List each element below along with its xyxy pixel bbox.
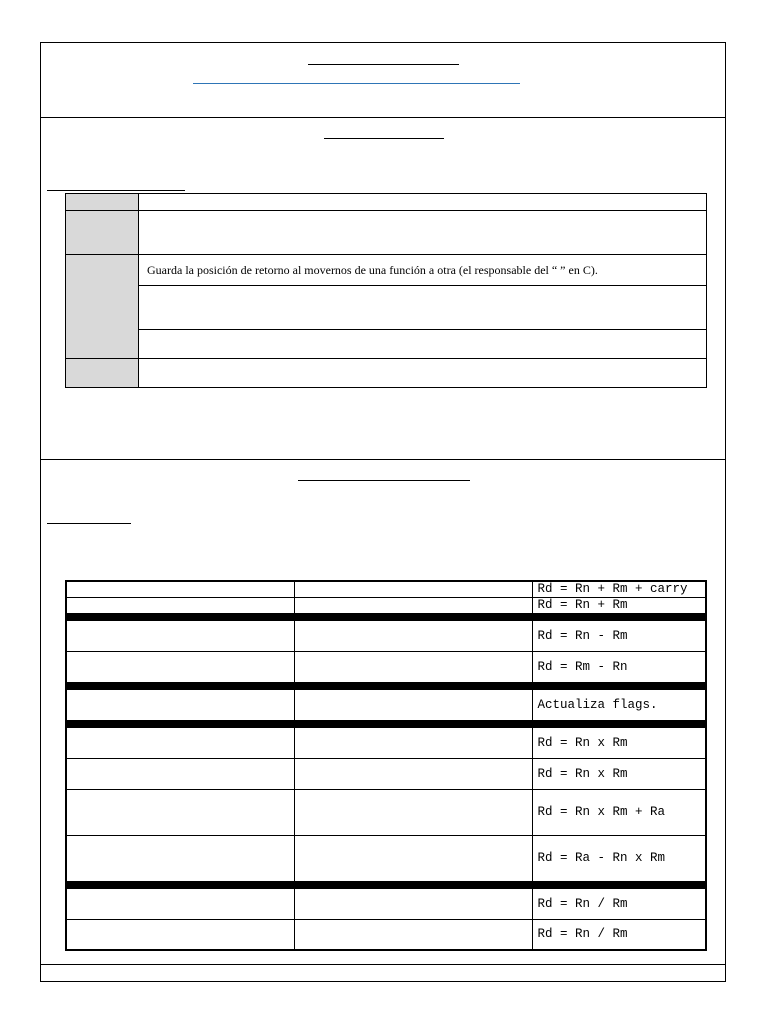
register-name-cell xyxy=(66,359,139,388)
table-row xyxy=(66,835,706,881)
instruction-cell xyxy=(294,727,532,758)
instruction-cell xyxy=(294,789,532,835)
instruction-cell xyxy=(66,620,294,651)
register-description-cell xyxy=(139,359,707,388)
register-description-cell xyxy=(139,330,707,359)
registers-table xyxy=(65,193,707,388)
instruction-cell xyxy=(294,888,532,919)
instruction-operation: Rd = Rn + Rm xyxy=(532,597,706,613)
table-row xyxy=(66,727,706,758)
table-row xyxy=(66,888,706,919)
instruction-operation: Rd = Rn / Rm xyxy=(532,919,706,950)
instruction-operation: Rd = Rn x Rm xyxy=(532,727,706,758)
table-row xyxy=(66,255,707,286)
table-row xyxy=(66,758,706,789)
table-row xyxy=(66,620,706,651)
instruction-operation: Rd = Rn / Rm xyxy=(532,888,706,919)
instruction-operation: Actualiza flags. xyxy=(532,689,706,720)
register-description-cell xyxy=(139,286,707,330)
register-description-cell xyxy=(139,194,707,211)
register-name-cell xyxy=(66,211,139,255)
instruction-cell xyxy=(66,727,294,758)
instruction-cell xyxy=(294,651,532,682)
register-description-cell xyxy=(139,211,707,255)
instructions-subtitle-underline xyxy=(47,523,131,524)
group-separator xyxy=(66,682,706,689)
header-link-underline xyxy=(193,83,520,84)
footer-divider xyxy=(40,964,726,965)
table-row xyxy=(66,651,706,682)
instruction-cell xyxy=(66,888,294,919)
table-row xyxy=(66,689,706,720)
instructions-table xyxy=(65,580,707,951)
instruction-cell xyxy=(66,919,294,950)
instruction-operation: Rd = Rm - Rn xyxy=(532,651,706,682)
header-divider xyxy=(40,117,726,118)
instruction-cell xyxy=(294,758,532,789)
group-separator xyxy=(66,881,706,888)
table-row xyxy=(66,597,706,613)
table-row xyxy=(66,211,707,255)
header-title-underline xyxy=(308,64,459,65)
instruction-cell xyxy=(66,758,294,789)
group-separator xyxy=(66,613,706,620)
table-row xyxy=(66,194,707,211)
table-row xyxy=(66,581,706,597)
register-name-cell xyxy=(66,194,139,211)
instruction-cell xyxy=(66,581,294,597)
table-row xyxy=(66,359,707,388)
instruction-cell xyxy=(66,789,294,835)
lr-description: Guarda la posición de retorno al movernos de una función a otra (el responsable del “ ” en C). xyxy=(139,255,707,286)
instruction-cell xyxy=(294,689,532,720)
table-row xyxy=(66,330,707,359)
group-separator xyxy=(66,720,706,727)
instructions-title-underline xyxy=(298,480,470,481)
instruction-cell xyxy=(66,689,294,720)
registers-subtitle-underline xyxy=(47,190,185,191)
instruction-cell xyxy=(294,620,532,651)
instruction-operation: Rd = Rn x Rm + Ra xyxy=(532,789,706,835)
instruction-operation: Rd = Rn - Rm xyxy=(532,620,706,651)
instruction-operation: Rd = Ra - Rn x Rm xyxy=(532,835,706,881)
instruction-cell xyxy=(66,835,294,881)
register-name-cell xyxy=(66,255,139,359)
table-row xyxy=(66,286,707,330)
registers-title-underline xyxy=(324,138,444,139)
instruction-cell xyxy=(294,581,532,597)
table-row xyxy=(66,919,706,950)
instruction-cell xyxy=(294,919,532,950)
section-divider xyxy=(40,459,726,460)
instruction-cell xyxy=(66,597,294,613)
instruction-operation: Rd = Rn x Rm xyxy=(532,758,706,789)
table-row xyxy=(66,789,706,835)
instruction-operation: Rd = Rn + Rm + carry xyxy=(532,581,706,597)
instruction-cell xyxy=(294,597,532,613)
instruction-cell xyxy=(294,835,532,881)
instruction-cell xyxy=(66,651,294,682)
